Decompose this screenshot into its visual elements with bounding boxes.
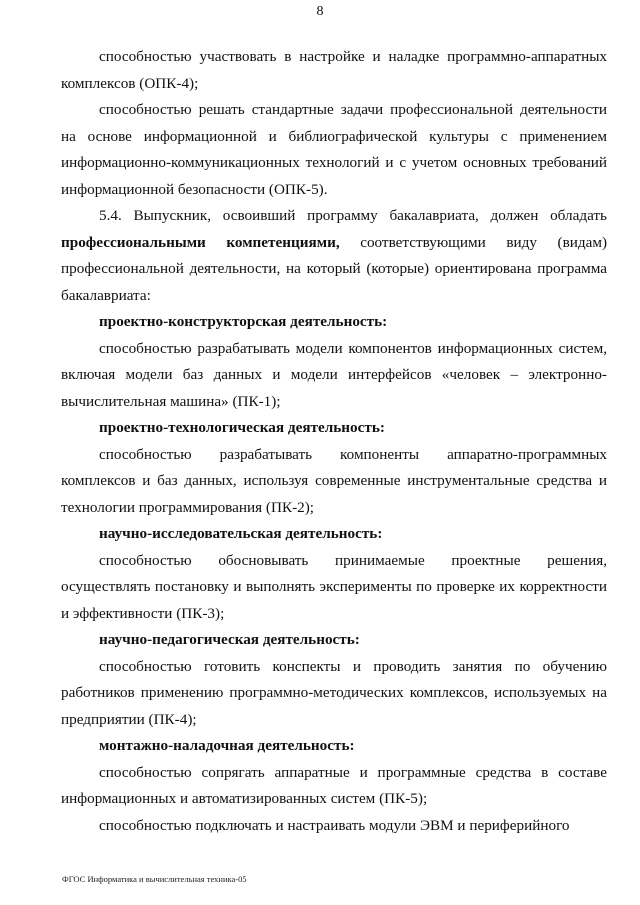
paragraph-pk3: способностью обосновывать принимаемые проектные решения, осуществлять постановку и выполнять эксперименты по проверке их корректности и эффективности (ПК-3); <box>61 551 607 622</box>
heading-research: научно-исследовательская деятельность: <box>99 525 383 542</box>
heading-design: проектно-конструкторская деятельность: <box>99 313 388 330</box>
heading-installation: монтажно-наладочная деятельность: <box>99 737 355 754</box>
paragraph-5-4-bold: профессиональными компетенциями, <box>61 233 340 251</box>
page-number: 8 <box>316 4 324 19</box>
footer-standard-label: ФГОС Информатика и вычислительная техника-05 <box>62 874 247 884</box>
document-body <box>61 44 607 839</box>
heading-technology: проектно-технологическая деятельность: <box>99 419 385 436</box>
paragraph-pk5: способностью сопрягать аппаратные и программные средства в составе информационных и автоматизированных систем (ПК-5); <box>61 763 607 807</box>
paragraph-5-4-lead: 5.4. Выпускник, освоивший программу бакалавриата, должен обладать <box>99 207 607 224</box>
paragraph-opk5: способностью решать стандартные задачи профессиональной деятельности на основе информационной и библиографической культуры с применением информационно-коммуникационных технологий и с учетом основных требований информационной безопасности (ОПК-5). <box>61 101 607 198</box>
paragraph-pk4: способностью готовить конспекты и проводить занятия по обучению работников применению программно-методических комплексов, используемых на предприятии (ПК-4); <box>61 657 607 728</box>
heading-pedagogical: научно-педагогическая деятельность: <box>99 631 360 648</box>
paragraph-pk6-start: способностью подключать и настраивать модули ЭВМ и периферийного <box>99 816 570 834</box>
paragraph-5-4 <box>61 203 607 309</box>
paragraph-5-4-tail: соответствующими виду (видам) профессиональной деятельности, на который (которые) ориентирована программа бакалавриата: <box>61 233 608 304</box>
paragraph-pk1: способностью разрабатывать модели компонентов информационных систем, включая модели баз данных и модели интерфейсов «человек – электронно-вычислительная машина» (ПК-1); <box>61 339 607 410</box>
paragraph-pk2: способностью разрабатывать компоненты аппаратно-программных комплексов и баз данных, используя современные инструментальные средства и технологии программирования (ПК-2); <box>61 445 607 516</box>
paragraph-opk4: способностью участвовать в настройке и наладке программно-аппаратных комплексов (ОПК-4); <box>61 48 607 92</box>
